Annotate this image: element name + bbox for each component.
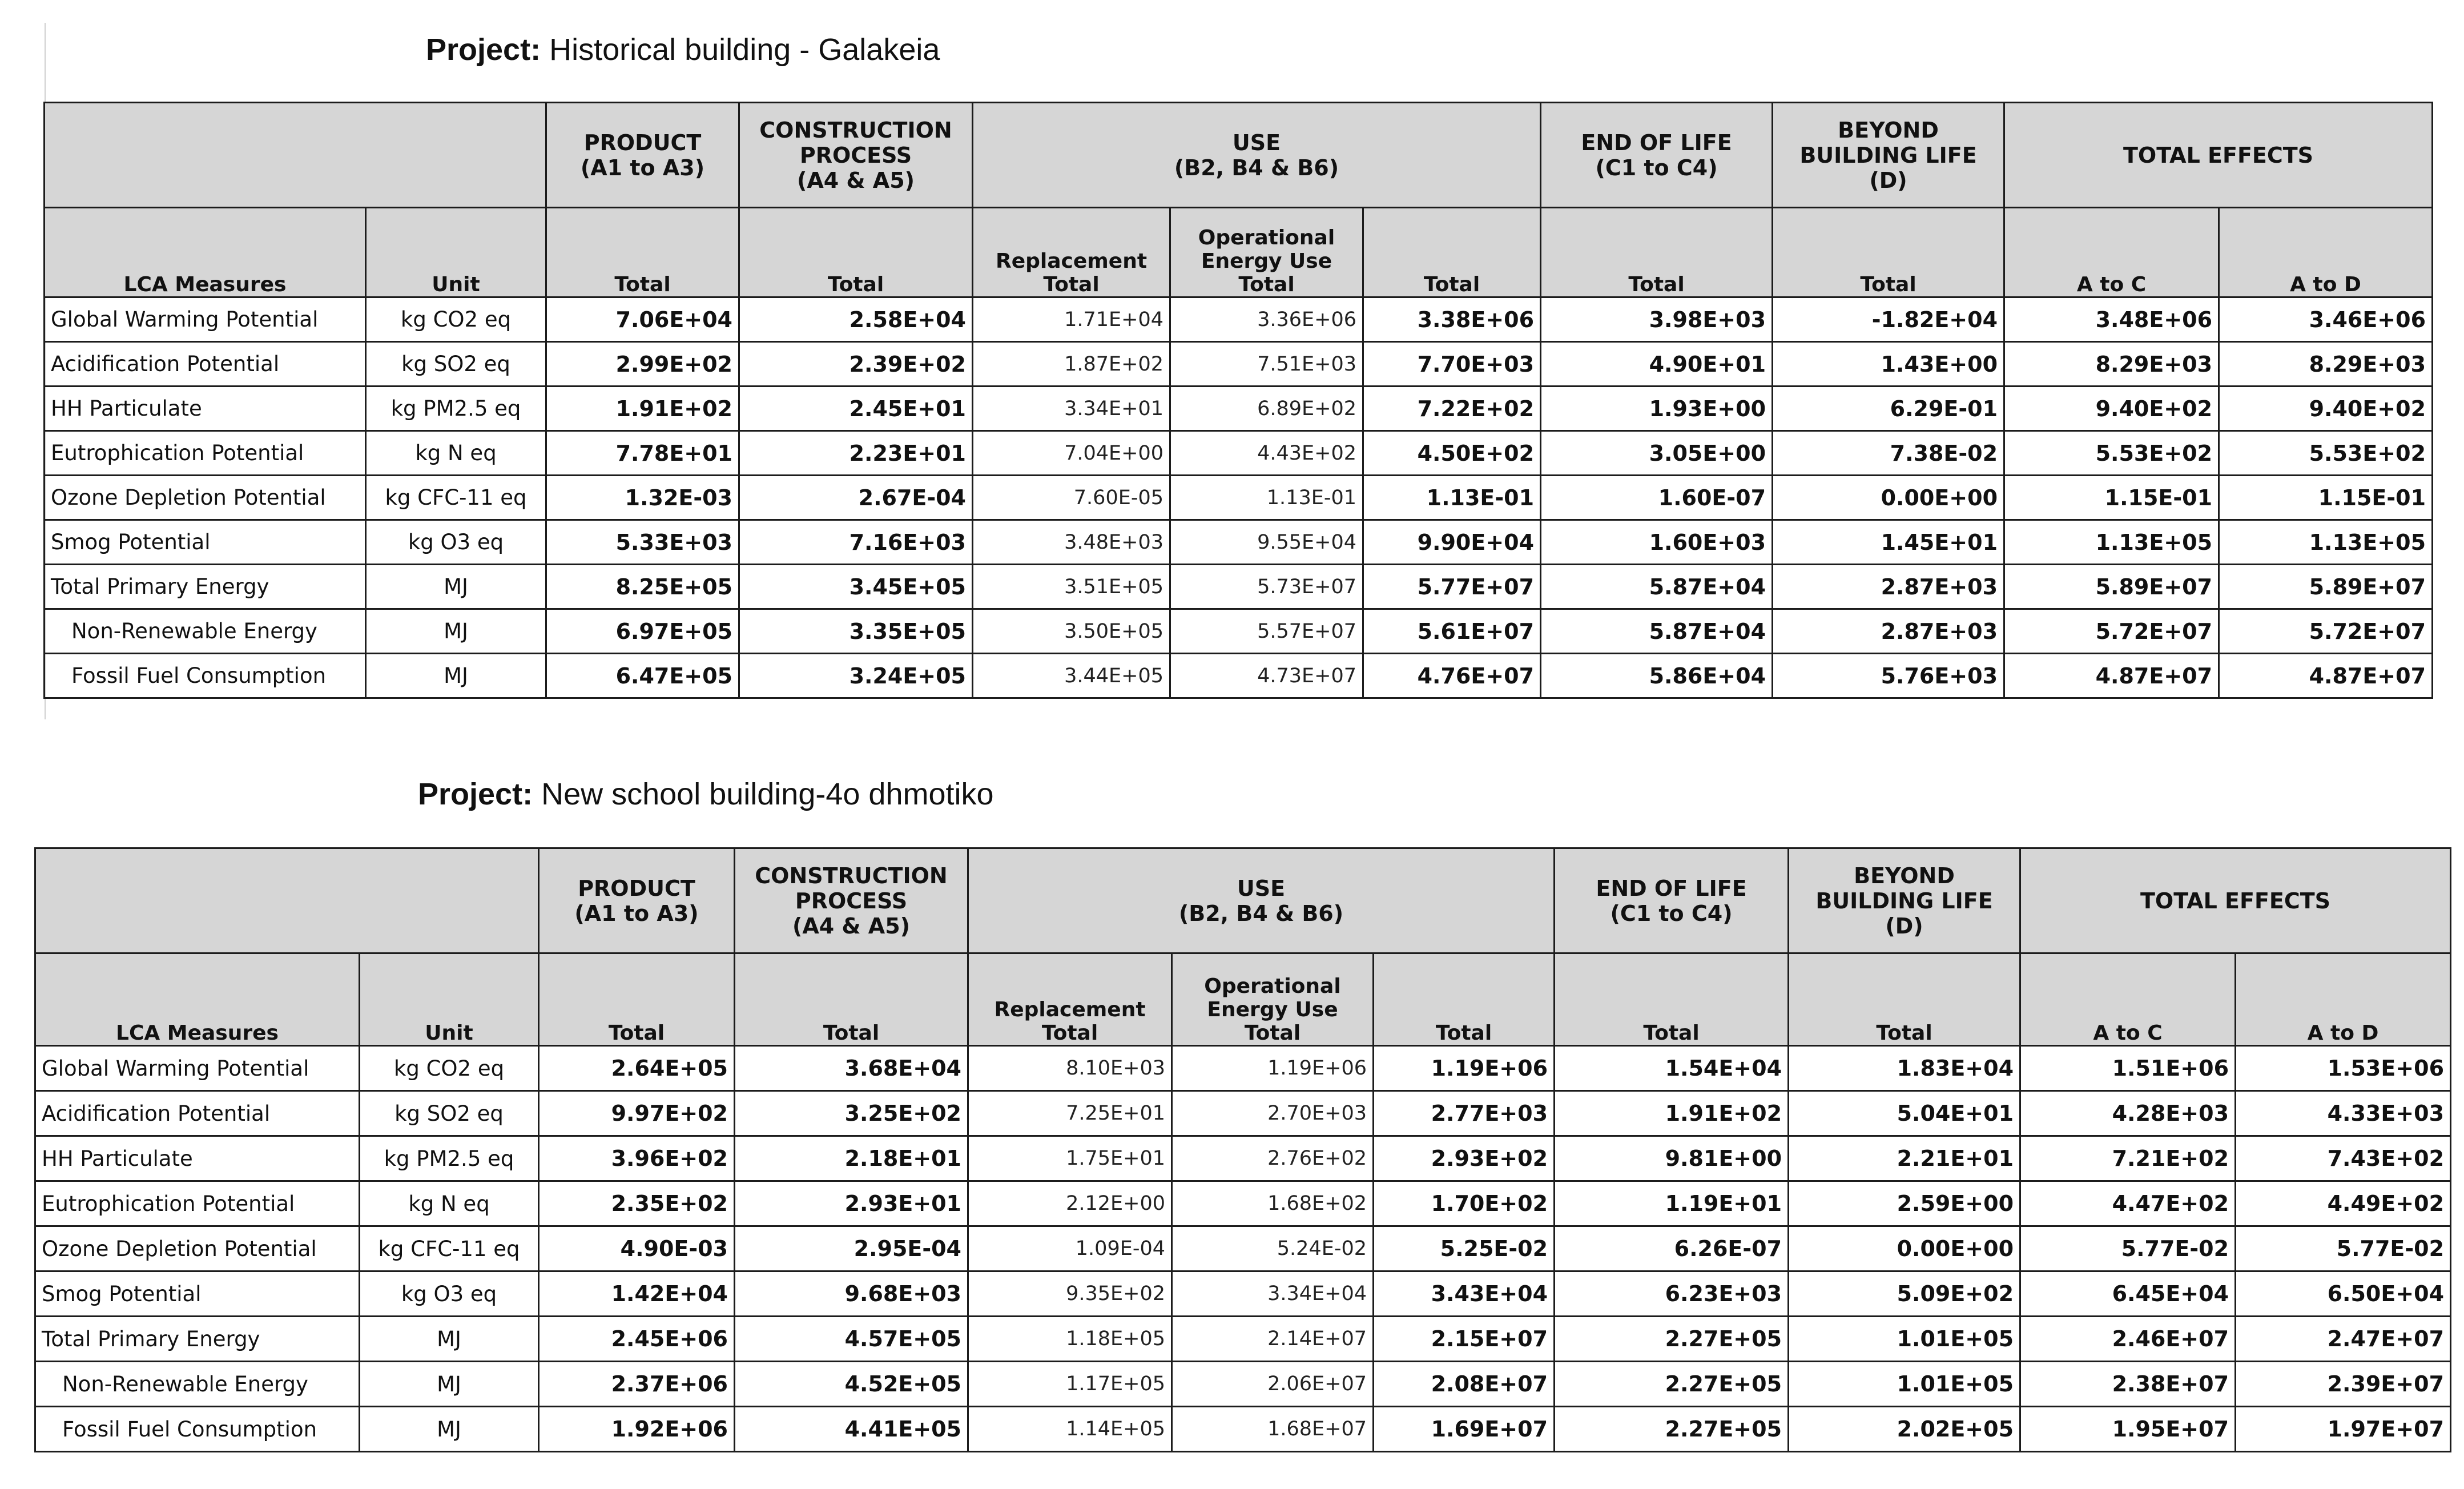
beyond-building-life-header: BEYOND BUILDING LIFE (D) [1773,103,2004,208]
blank-header-cell [45,103,546,208]
measure-cell: HH Particulate [45,387,366,431]
use-total-cell: 1.13E-01 [1363,476,1541,520]
a-to-d-cell: 5.72E+07 [2219,609,2433,654]
operational-energy-header: Operational Energy Use Total [1170,208,1363,297]
product-total-cell: 1.91E+02 [546,387,739,431]
construction-total-cell: 2.67E-04 [739,476,973,520]
construction-total-cell: 2.58E+04 [739,297,973,342]
beyond-total-cell: 7.38E-02 [1773,431,2004,476]
product-total-cell: 2.45E+06 [539,1317,735,1362]
a-to-c-cell: 8.29E+03 [2004,342,2219,387]
eol-total-cell: 1.19E+01 [1555,1181,1789,1226]
beyond-total-cell: 1.83E+04 [1789,1046,2020,1091]
use-total-cell: 2.15E+07 [1374,1317,1555,1362]
table-row [45,387,2433,431]
a-to-c-cell: 5.77E-02 [2020,1226,2236,1271]
a-to-d-cell: 5.77E-02 [2236,1226,2451,1271]
group-header-row [45,103,2433,208]
measure-cell: Non-Renewable Energy [45,609,366,654]
product-total-cell: 4.90E-03 [539,1226,735,1271]
measure-cell: HH Particulate [35,1136,360,1181]
eol-total-cell: 1.91E+02 [1555,1091,1789,1136]
use-total-cell: 2.93E+02 [1374,1136,1555,1181]
a-to-d-cell: 9.40E+02 [2219,387,2433,431]
beyond-total-cell: 2.87E+03 [1773,609,2004,654]
use-total-cell: 2.08E+07 [1374,1362,1555,1407]
use-total-cell: 4.76E+07 [1363,654,1541,698]
measure-cell: Ozone Depletion Potential [35,1226,360,1271]
operational-energy-cell: 2.76E+02 [1172,1136,1374,1181]
a-to-c-cell: 5.53E+02 [2004,431,2219,476]
product-header: PRODUCT (A1 to A3) [546,103,739,208]
unit-cell: kg O3 eq [366,520,546,565]
beyond-total-cell: 2.21E+01 [1789,1136,2020,1181]
measure-cell: Acidification Potential [45,342,366,387]
total-effects-header: TOTAL EFFECTS [2020,848,2451,953]
construction-total-header: Total [739,208,973,297]
product-total-cell: 8.25E+05 [546,565,739,609]
product-total-header: Total [546,208,739,297]
unit-cell: kg N eq [366,431,546,476]
measure-cell: Acidification Potential [35,1091,360,1136]
a-to-c-header: A to C [2004,208,2219,297]
use-total-cell: 3.38E+06 [1363,297,1541,342]
table-row [45,431,2433,476]
unit-cell: MJ [366,654,546,698]
operational-energy-cell: 1.68E+07 [1172,1407,1374,1452]
product-total-cell: 9.97E+02 [539,1091,735,1136]
eol-total-cell: 2.27E+05 [1555,1362,1789,1407]
operational-energy-cell: 2.70E+03 [1172,1091,1374,1136]
beyond-total-cell: 0.00E+00 [1773,476,2004,520]
construction-total-header: Total [735,953,968,1046]
a-to-d-cell: 1.53E+06 [2236,1046,2451,1091]
measure-cell: Total Primary Energy [35,1317,360,1362]
product-total-cell: 3.96E+02 [539,1136,735,1181]
use-total-header: Total [1374,953,1555,1046]
unit-cell: kg SO2 eq [366,342,546,387]
end-of-life-header: END OF LIFE (C1 to C4) [1555,848,1789,953]
table-row [35,1407,2451,1452]
operational-energy-cell: 3.36E+06 [1170,297,1363,342]
a-to-c-cell: 1.51E+06 [2020,1046,2236,1091]
construction-header: CONSTRUCTION PROCESS (A4 & A5) [735,848,968,953]
replacement-total-cell: 2.12E+00 [968,1181,1172,1226]
a-to-c-cell: 5.72E+07 [2004,609,2219,654]
construction-total-cell: 4.41E+05 [735,1407,968,1452]
eol-total-header: Total [1555,953,1789,1046]
operational-energy-cell: 5.57E+07 [1170,609,1363,654]
table-row [35,1046,2451,1091]
beyond-total-cell: 5.76E+03 [1773,654,2004,698]
eol-total-cell: 6.26E-07 [1555,1226,1789,1271]
construction-total-cell: 2.18E+01 [735,1136,968,1181]
measure-cell: Global Warming Potential [35,1046,360,1091]
unit-header: Unit [366,208,546,297]
table-body [45,297,2433,698]
a-to-d-cell: 2.39E+07 [2236,1362,2451,1407]
beyond-total-cell: 2.87E+03 [1773,565,2004,609]
project-label: Project: [418,777,533,811]
product-total-cell: 7.06E+04 [546,297,739,342]
replacement-total-cell: 8.10E+03 [968,1046,1172,1091]
a-to-d-cell: 8.29E+03 [2219,342,2433,387]
operational-energy-cell: 2.06E+07 [1172,1362,1374,1407]
project-label: Project: [426,33,541,67]
unit-cell: kg N eq [360,1181,539,1226]
a-to-c-cell: 2.46E+07 [2020,1317,2236,1362]
a-to-d-cell: 2.47E+07 [2236,1317,2451,1362]
construction-header: CONSTRUCTION PROCESS (A4 & A5) [739,103,973,208]
beyond-total-cell: 2.02E+05 [1789,1407,2020,1452]
project-name: Historical building - Galakeia [549,33,940,67]
a-to-c-cell: 4.28E+03 [2020,1091,2236,1136]
eol-total-cell: 1.60E+03 [1541,520,1773,565]
a-to-d-header: A to D [2236,953,2451,1046]
measure-cell: Eutrophication Potential [35,1181,360,1226]
replacement-total-cell: 3.48E+03 [973,520,1170,565]
product-total-header: Total [539,953,735,1046]
beyond-total-cell: 1.01E+05 [1789,1362,2020,1407]
operational-energy-cell: 1.13E-01 [1170,476,1363,520]
beyond-building-life-header: BEYOND BUILDING LIFE (D) [1789,848,2020,953]
replacement-total-header: Replacement Total [973,208,1170,297]
eol-total-cell: 1.93E+00 [1541,387,1773,431]
table-row [35,1317,2451,1362]
unit-cell: MJ [366,565,546,609]
construction-total-cell: 3.45E+05 [739,565,973,609]
use-total-cell: 4.50E+02 [1363,431,1541,476]
a-to-c-cell: 2.38E+07 [2020,1362,2236,1407]
operational-energy-cell: 5.24E-02 [1172,1226,1374,1271]
measure-cell: Global Warming Potential [45,297,366,342]
measure-cell: Ozone Depletion Potential [45,476,366,520]
eol-total-cell: 6.23E+03 [1555,1271,1789,1317]
beyond-total-cell: 6.29E-01 [1773,387,2004,431]
use-total-cell: 5.25E-02 [1374,1226,1555,1271]
a-to-c-cell: 1.15E-01 [2004,476,2219,520]
unit-cell: kg CFC-11 eq [366,476,546,520]
construction-total-cell: 2.93E+01 [735,1181,968,1226]
beyond-total-cell: 1.01E+05 [1789,1317,2020,1362]
eol-total-header: Total [1541,208,1773,297]
a-to-d-cell: 7.43E+02 [2236,1136,2451,1181]
measure-cell: Total Primary Energy [45,565,366,609]
construction-total-cell: 3.35E+05 [739,609,973,654]
operational-energy-cell: 5.73E+07 [1170,565,1363,609]
replacement-total-cell: 1.09E-04 [968,1226,1172,1271]
construction-total-cell: 2.95E-04 [735,1226,968,1271]
a-to-d-cell: 3.46E+06 [2219,297,2433,342]
beyond-total-cell: 0.00E+00 [1789,1226,2020,1271]
total-effects-header: TOTAL EFFECTS [2004,103,2433,208]
table-body [35,1046,2451,1452]
a-to-c-cell: 1.13E+05 [2004,520,2219,565]
eol-total-cell: 3.05E+00 [1541,431,1773,476]
construction-total-cell: 3.25E+02 [735,1091,968,1136]
end-of-life-header: END OF LIFE (C1 to C4) [1541,103,1773,208]
construction-total-cell: 3.68E+04 [735,1046,968,1091]
beyond-total-cell: -1.82E+04 [1773,297,2004,342]
unit-cell: kg CO2 eq [366,297,546,342]
a-to-c-cell: 7.21E+02 [2020,1136,2236,1181]
eol-total-cell: 5.86E+04 [1541,654,1773,698]
a-to-c-header: A to C [2020,953,2236,1046]
unit-cell: kg SO2 eq [360,1091,539,1136]
construction-total-cell: 2.23E+01 [739,431,973,476]
product-total-cell: 2.35E+02 [539,1181,735,1226]
eol-total-cell: 2.27E+05 [1555,1317,1789,1362]
operational-energy-cell: 4.43E+02 [1170,431,1363,476]
product-total-cell: 2.37E+06 [539,1362,735,1407]
beyond-total-header: Total [1773,208,2004,297]
measure-cell: Smog Potential [45,520,366,565]
operational-energy-cell: 1.68E+02 [1172,1181,1374,1226]
a-to-d-cell: 4.33E+03 [2236,1091,2451,1136]
lca-measures-header: LCA Measures [45,208,366,297]
lca-results-table [34,847,2451,1452]
replacement-total-cell: 7.60E-05 [973,476,1170,520]
use-total-cell: 1.19E+06 [1374,1046,1555,1091]
use-total-cell: 3.43E+04 [1374,1271,1555,1317]
table-row [45,609,2433,654]
measure-cell: Smog Potential [35,1271,360,1317]
table-row [35,1181,2451,1226]
use-total-cell: 7.22E+02 [1363,387,1541,431]
use-total-cell: 2.77E+03 [1374,1091,1555,1136]
replacement-total-cell: 3.34E+01 [973,387,1170,431]
table-row [45,654,2433,698]
a-to-c-cell: 4.87E+07 [2004,654,2219,698]
table-row [45,297,2433,342]
a-to-d-cell: 1.97E+07 [2236,1407,2451,1452]
a-to-c-cell: 6.45E+04 [2020,1271,2236,1317]
unit-cell: MJ [366,609,546,654]
replacement-total-cell: 1.71E+04 [973,297,1170,342]
replacement-total-cell: 1.14E+05 [968,1407,1172,1452]
replacement-total-cell: 1.87E+02 [973,342,1170,387]
replacement-total-cell: 1.17E+05 [968,1362,1172,1407]
table-row [35,1226,2451,1271]
replacement-total-cell: 3.51E+05 [973,565,1170,609]
beyond-total-cell: 5.09E+02 [1789,1271,2020,1317]
operational-energy-cell: 1.19E+06 [1172,1046,1374,1091]
product-total-cell: 1.42E+04 [539,1271,735,1317]
a-to-c-cell: 9.40E+02 [2004,387,2219,431]
product-total-cell: 1.92E+06 [539,1407,735,1452]
unit-cell: kg CO2 eq [360,1046,539,1091]
project-title [426,32,940,67]
product-header: PRODUCT (A1 to A3) [539,848,735,953]
replacement-total-header: Replacement Total [968,953,1172,1046]
table-row [45,565,2433,609]
replacement-total-cell: 1.75E+01 [968,1136,1172,1181]
unit-cell: MJ [360,1407,539,1452]
a-to-d-cell: 1.13E+05 [2219,520,2433,565]
eol-total-cell: 5.87E+04 [1541,565,1773,609]
use-total-cell: 5.77E+07 [1363,565,1541,609]
replacement-total-cell: 3.50E+05 [973,609,1170,654]
table-row [45,476,2433,520]
operational-energy-cell: 6.89E+02 [1170,387,1363,431]
beyond-total-header: Total [1789,953,2020,1046]
construction-total-cell: 9.68E+03 [735,1271,968,1317]
construction-total-cell: 4.57E+05 [735,1317,968,1362]
product-total-cell: 6.47E+05 [546,654,739,698]
use-header: USE (B2, B4 & B6) [968,848,1555,953]
eol-total-cell: 4.90E+01 [1541,342,1773,387]
unit-cell: MJ [360,1317,539,1362]
table-row [45,342,2433,387]
construction-total-cell: 2.39E+02 [739,342,973,387]
beyond-total-cell: 1.43E+00 [1773,342,2004,387]
sub-header-row [45,208,2433,297]
product-total-cell: 5.33E+03 [546,520,739,565]
eol-total-cell: 1.54E+04 [1555,1046,1789,1091]
eol-total-cell: 9.81E+00 [1555,1136,1789,1181]
table-row [35,1091,2451,1136]
product-total-cell: 2.64E+05 [539,1046,735,1091]
sub-header-row [35,953,2451,1046]
measure-cell: Eutrophication Potential [45,431,366,476]
construction-total-cell: 3.24E+05 [739,654,973,698]
a-to-d-cell: 1.15E-01 [2219,476,2433,520]
product-total-cell: 1.32E-03 [546,476,739,520]
operational-energy-cell: 7.51E+03 [1170,342,1363,387]
measure-cell: Fossil Fuel Consumption [45,654,366,698]
measure-cell: Fossil Fuel Consumption [35,1407,360,1452]
use-header: USE (B2, B4 & B6) [973,103,1541,208]
project-name: New school building-4o dhmotiko [541,777,994,811]
replacement-total-cell: 1.18E+05 [968,1317,1172,1362]
replacement-total-cell: 3.44E+05 [973,654,1170,698]
beyond-total-cell: 5.04E+01 [1789,1091,2020,1136]
product-total-cell: 6.97E+05 [546,609,739,654]
table-row [35,1362,2451,1407]
construction-total-cell: 2.45E+01 [739,387,973,431]
operational-energy-cell: 9.55E+04 [1170,520,1363,565]
a-to-d-cell: 5.53E+02 [2219,431,2433,476]
eol-total-cell: 2.27E+05 [1555,1407,1789,1452]
operational-energy-cell: 2.14E+07 [1172,1317,1374,1362]
operational-energy-header: Operational Energy Use Total [1172,953,1374,1046]
product-total-cell: 7.78E+01 [546,431,739,476]
eol-total-cell: 5.87E+04 [1541,609,1773,654]
table-row [35,1136,2451,1181]
construction-total-cell: 4.52E+05 [735,1362,968,1407]
replacement-total-cell: 9.35E+02 [968,1271,1172,1317]
group-header-row [35,848,2451,953]
a-to-c-cell: 3.48E+06 [2004,297,2219,342]
a-to-d-cell: 4.87E+07 [2219,654,2433,698]
lca-measures-header: LCA Measures [35,953,360,1046]
use-total-cell: 7.70E+03 [1363,342,1541,387]
a-to-c-cell: 1.95E+07 [2020,1407,2236,1452]
use-total-cell: 5.61E+07 [1363,609,1541,654]
operational-energy-cell: 3.34E+04 [1172,1271,1374,1317]
product-total-cell: 2.99E+02 [546,342,739,387]
replacement-total-cell: 7.04E+00 [973,431,1170,476]
use-total-cell: 1.69E+07 [1374,1407,1555,1452]
a-to-d-cell: 4.49E+02 [2236,1181,2451,1226]
unit-cell: MJ [360,1362,539,1407]
beyond-total-cell: 2.59E+00 [1789,1181,2020,1226]
a-to-d-cell: 6.50E+04 [2236,1271,2451,1317]
use-total-cell: 1.70E+02 [1374,1181,1555,1226]
table-row [35,1271,2451,1317]
beyond-total-cell: 1.45E+01 [1773,520,2004,565]
unit-cell: kg PM2.5 eq [366,387,546,431]
eol-total-cell: 1.60E-07 [1541,476,1773,520]
blank-header-cell [35,848,539,953]
use-total-header: Total [1363,208,1541,297]
construction-total-cell: 7.16E+03 [739,520,973,565]
a-to-c-cell: 5.89E+07 [2004,565,2219,609]
unit-cell: kg CFC-11 eq [360,1226,539,1271]
a-to-d-header: A to D [2219,208,2433,297]
unit-cell: kg O3 eq [360,1271,539,1317]
lca-results-table [43,102,2433,699]
table-row [45,520,2433,565]
project-title [418,776,994,812]
replacement-total-cell: 7.25E+01 [968,1091,1172,1136]
a-to-c-cell: 4.47E+02 [2020,1181,2236,1226]
measure-cell: Non-Renewable Energy [35,1362,360,1407]
operational-energy-cell: 4.73E+07 [1170,654,1363,698]
use-total-cell: 9.90E+04 [1363,520,1541,565]
unit-header: Unit [360,953,539,1046]
eol-total-cell: 3.98E+03 [1541,297,1773,342]
a-to-d-cell: 5.89E+07 [2219,565,2433,609]
unit-cell: kg PM2.5 eq [360,1136,539,1181]
